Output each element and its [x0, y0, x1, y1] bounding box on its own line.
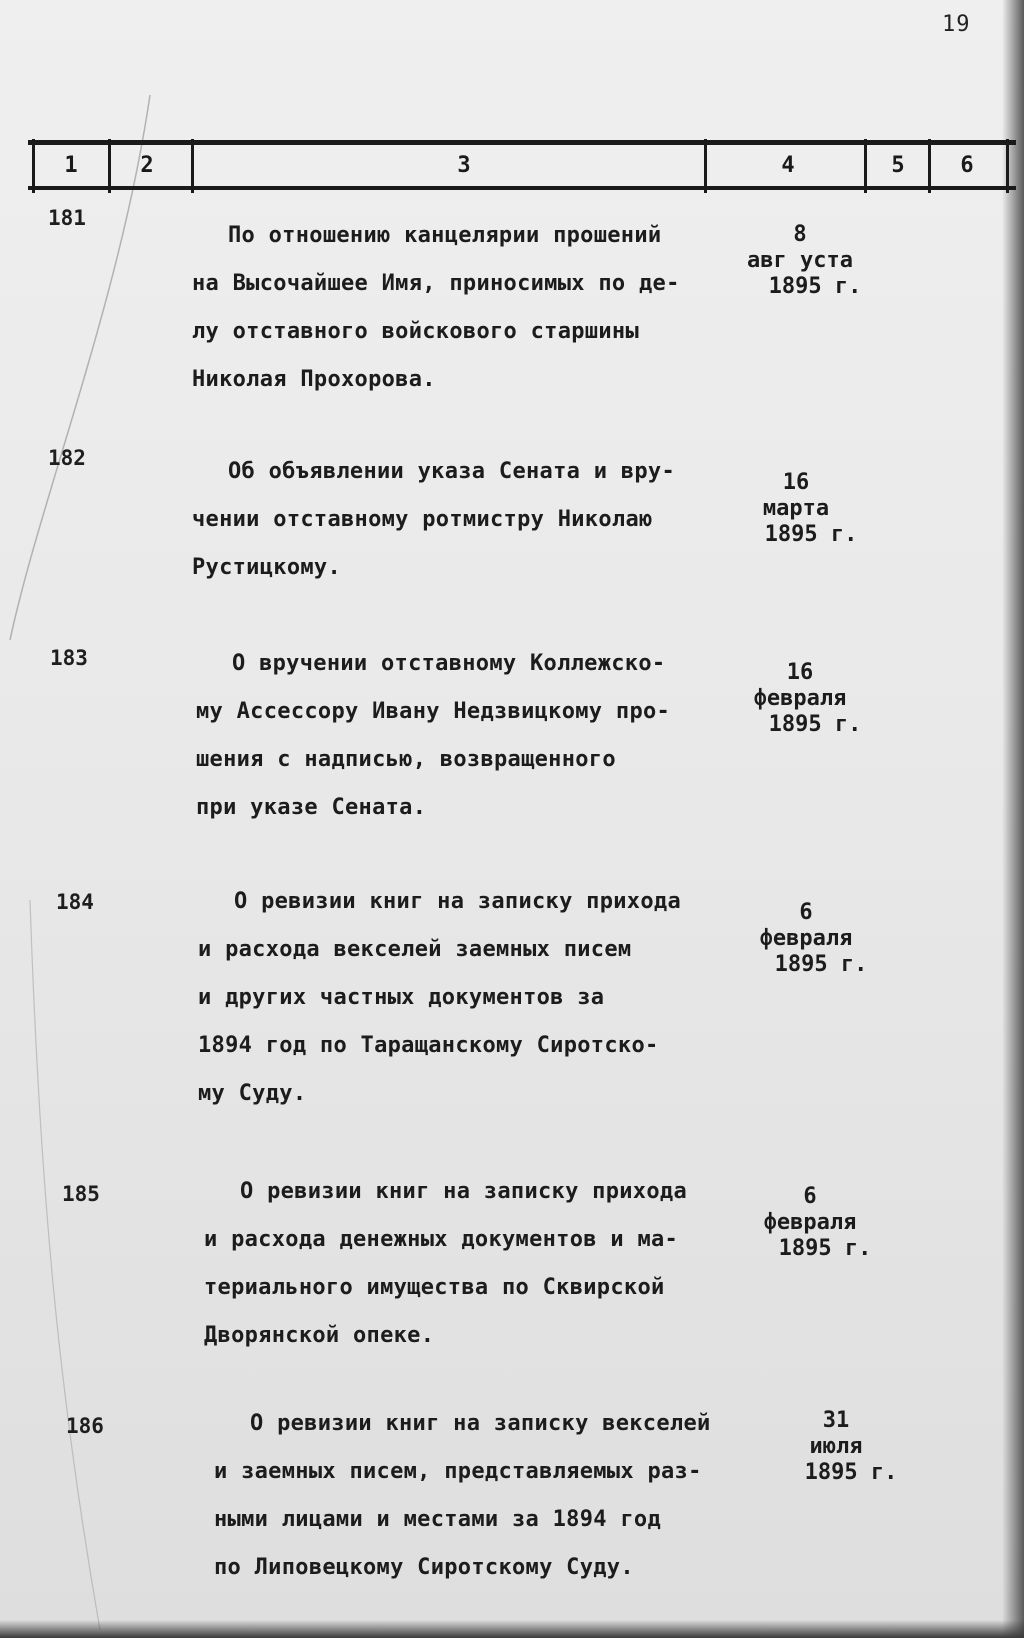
date-month: авг уста — [747, 248, 853, 273]
entry-number: 182 — [48, 446, 86, 470]
date-month: февраля — [763, 1210, 857, 1235]
entry-description: О ревизии книг на записку прихода и расхода векселей заемных писем и других частных документов за 1894 год по Таращанскому Сиротско- му Суду. — [198, 889, 681, 1106]
entry-number: 185 — [62, 1182, 100, 1206]
entry-date — [730, 222, 870, 300]
entry-description: Об объявлении указа Сената и вру- чении отставному ротмистру Николаю Рустицкому. — [192, 459, 675, 580]
column-divider — [704, 139, 707, 193]
column-header-6: 6 — [960, 153, 974, 178]
column-header-row — [28, 140, 1016, 190]
column-header-2: 2 — [140, 153, 154, 178]
entry-date — [740, 1184, 880, 1262]
date-day: 16 — [786, 660, 814, 685]
entry-number: 186 — [66, 1414, 104, 1438]
date-month: июля — [809, 1434, 863, 1459]
date-year: 1895 г. — [768, 712, 862, 737]
date-day: 6 — [799, 900, 813, 925]
entry-date — [726, 470, 866, 548]
entry-description: По отношению канцелярии прошений на Высочайшее Имя, приносимых по де- лу отставного войскового старшины Николая Прохорова. — [192, 223, 680, 392]
date-day: 6 — [803, 1184, 817, 1209]
entry-date — [736, 900, 876, 978]
date-day: 31 — [822, 1408, 850, 1433]
page-edge-shadow — [1002, 0, 1024, 1638]
column-header-1: 1 — [64, 153, 78, 178]
date-day: 16 — [782, 470, 810, 495]
entry-description: О вручении отставному Коллежско- му Ассессору Ивану Недзвицкому про- шения с надписью, возвращенного при указе Сената. — [196, 651, 671, 820]
date-year: 1895 г. — [768, 274, 862, 299]
column-divider — [1006, 139, 1009, 193]
date-year: 1895 г. — [774, 952, 868, 977]
entry-number: 184 — [56, 890, 94, 914]
date-year: 1895 г. — [804, 1460, 898, 1485]
entry-number: 183 — [50, 646, 88, 670]
column-header-4: 4 — [781, 153, 795, 178]
entry-description: О ревизии книг на записку прихода и расхода денежных документов и ма- териального имущества по Сквирской Дворянской опеке. — [204, 1179, 687, 1348]
date-month: марта — [762, 496, 830, 521]
column-divider — [108, 139, 111, 193]
column-divider — [864, 139, 867, 193]
page-bottom-shadow — [0, 1620, 1024, 1638]
entry-number: 181 — [48, 206, 86, 230]
date-day: 8 — [793, 222, 807, 247]
date-year: 1895 г. — [764, 522, 858, 547]
date-year: 1895 г. — [778, 1236, 872, 1261]
entry-description: О ревизии книг на записку векселей и заемных писем, представляемых раз- ными лицами и местами за 1894 год по Липовецкому Сиротскому Суду. — [214, 1411, 711, 1580]
page-number: 19 — [942, 12, 971, 37]
column-header-5: 5 — [891, 153, 905, 178]
date-month: февраля — [759, 926, 853, 951]
entry-date — [730, 660, 870, 738]
column-divider — [32, 139, 35, 193]
column-header-3: 3 — [457, 153, 471, 178]
entry-date — [766, 1408, 906, 1486]
column-divider — [928, 139, 931, 193]
date-month: февраля — [753, 686, 847, 711]
